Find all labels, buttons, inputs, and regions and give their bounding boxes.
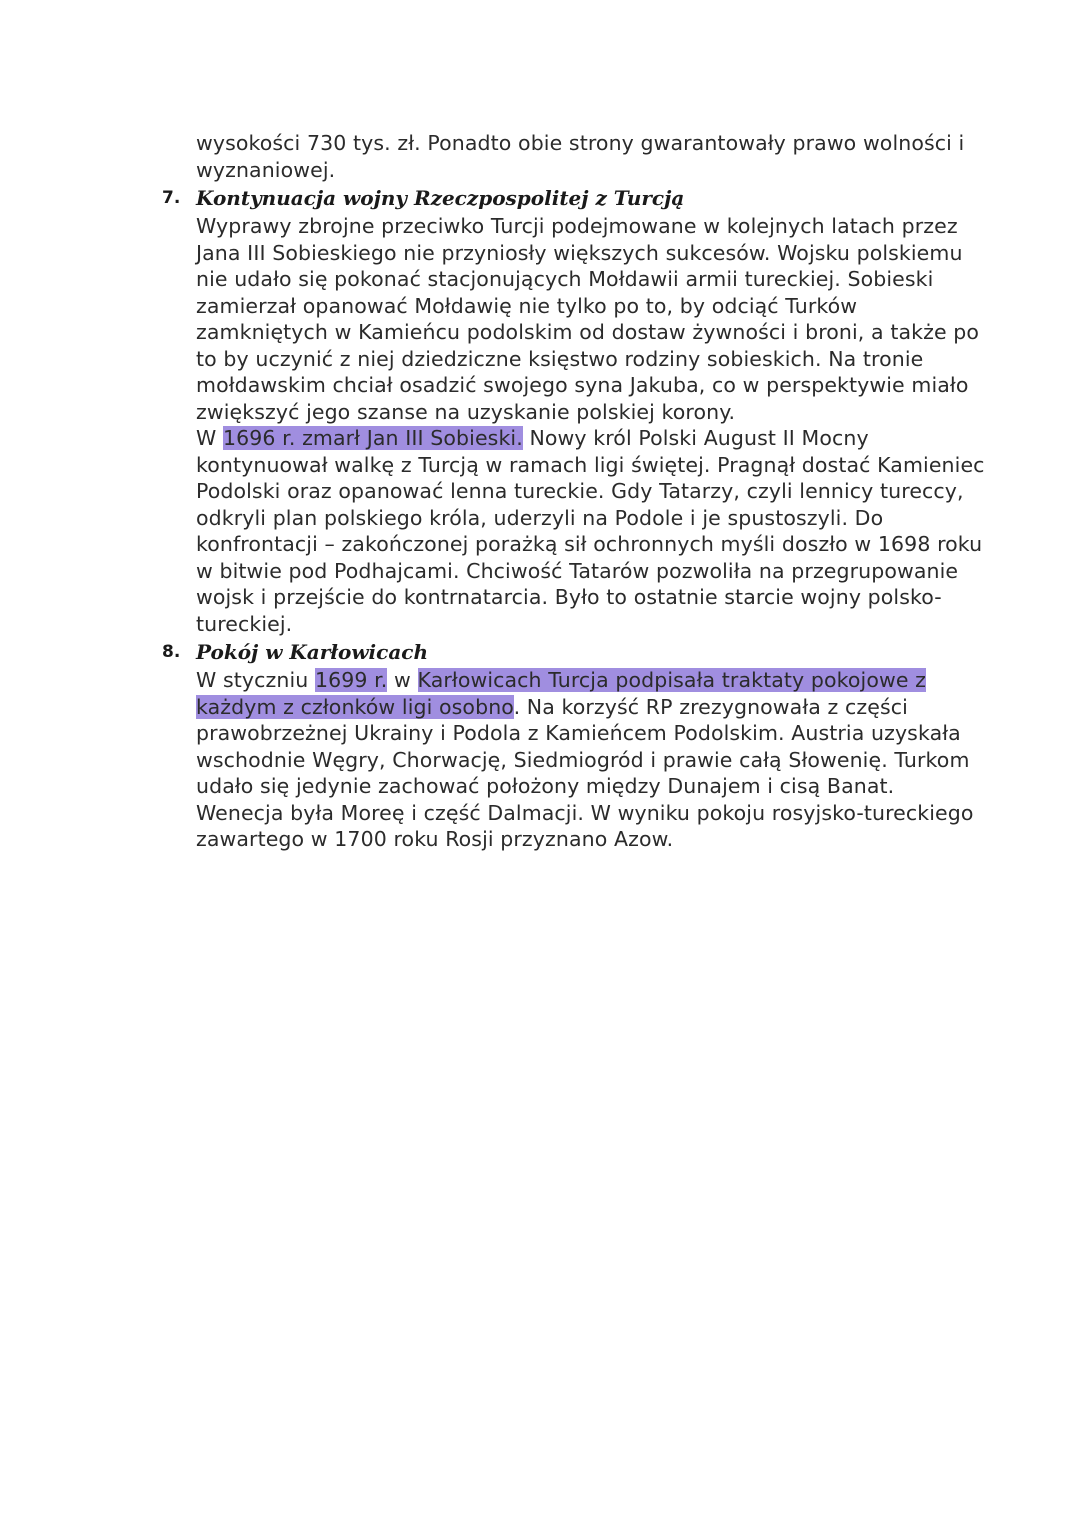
section-8-heading <box>162 637 986 667</box>
document-content <box>162 130 986 853</box>
section-7-paragraph-2 <box>196 425 986 637</box>
highlighted-text: 1696 r. zmarł Jan III Sobieski. <box>223 426 523 450</box>
section-8-paragraph <box>196 667 986 853</box>
highlighted-text: 1699 r. <box>314 668 388 692</box>
text-run: W styczniu <box>196 668 315 692</box>
section-7-number: 7. <box>162 188 181 208</box>
section-8-title: Pokój w Karłowicach <box>196 640 429 664</box>
highlighted-text: Karłowicach Turcja podpisała traktaty pokojowe z każdym z członków ligi osobno <box>196 668 927 719</box>
intro-paragraph: wysokości 730 tys. zł. Ponadto obie strony gwarantowały prawo wolności i wyznaniowej. <box>196 131 965 182</box>
section-7-paragraph-1: Wyprawy zbrojne przeciwko Turcji podejmowane w kolejnych latach przez Jana III Sobieskiego nie przyniosły większych sukcesów. Wojsku polskiemu nie udało się pokonać stacjonujących Mołdawii armii tureckiej. Sobieski zamierzał opanować Mołdawię nie tylko po to, by odciąć Turków zamkniętych w Kamieńcu podolskim od dostaw żywności i broni, a także po to by uczynić z niej dziedziczne księstwo rodziny sobieskich. Na tronie mołdawskim chciał osadzić swojego syna Jakuba, co w perspektywie miało zwiększyć jego szanse na uzyskanie polskiej korony. <box>196 214 980 424</box>
section-7-title: Kontynuacja wojny Rzeczpospolitej z Turcją <box>196 186 685 210</box>
section-7-heading <box>162 183 986 213</box>
text-run: W <box>196 426 223 450</box>
text-run: w <box>387 668 418 692</box>
text-run: Nowy król Polski August II Mocny kontynuował walkę z Turcją w ramach ligi świętej. Pragnął dostać Kamieniec Podolski oraz opanować lenna tureckie. Gdy Tatarzy, czyli lennicy tureccy, odkryli plan polskiego króla, uderzyli na Podole i je spustoszyli. Do konfrontacji – zakończonej porażką sił ochronnych myśli doszło w 1698 roku w bitwie pod Podhajcami. Chciwość Tatarów pozwoliła na przegrupowanie wojsk i przejście do kontrnatarcia. Było to ostatnie starcie wojny polsko-tureckiej. <box>196 426 985 636</box>
section-8 <box>162 637 986 853</box>
text-run: . Na korzyść RP zrezygnowała z części prawobrzeżnej Ukrainy i Podola z Kamieńcem Podolskim. Austria uzyskała wschodnie Węgry, Chorwację, Siedmiogród i prawie całą Słowenię. Turkom udało się jedynie zachować położony między Dunajem i cisą Banat. Wenecja była Moreę i część Dalmacji. W wyniku pokoju rosyjsko-tureckiego zawartego w 1700 roku Rosji przyznano Azow. <box>196 694 974 851</box>
section-8-number: 8. <box>162 642 181 662</box>
section-7 <box>162 183 986 637</box>
